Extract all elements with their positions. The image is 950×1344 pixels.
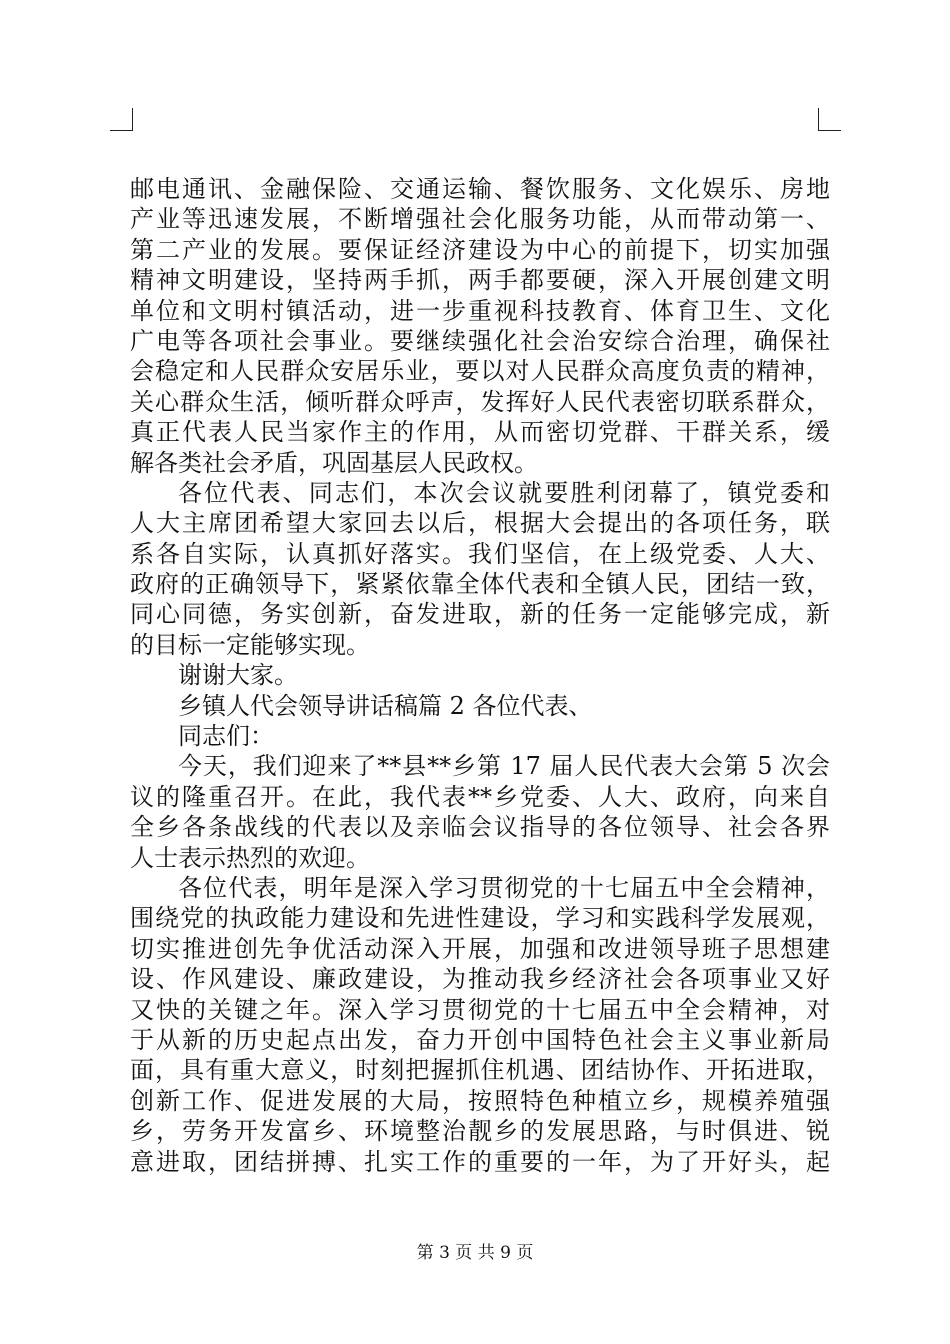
text-line: 真正代表人民当家作主的作用，从而密切党群、干群关系，缓 [130, 418, 830, 447]
text-line: 第二产业的发展。要保证经济建设为中心的前提下，切实加强 [130, 235, 830, 264]
page-footer: 第 3 页 共 9 页 [416, 1243, 534, 1263]
text-line: 系各自实际，认真抓好落实。我们坚信，在上级党委、人大、 [130, 539, 830, 568]
text-line: 全乡各条战线的代表以及亲临会议指导的各位领导、社会各界 [130, 813, 830, 842]
text-line: 今天，我们迎来了**县**乡第 17 届人民代表大会第 5 次会 [178, 752, 830, 781]
text-line: 围绕党的执政能力建设和先进性建设，学习和实践科学发展观， [130, 904, 830, 933]
text-line: 又快的关键之年。深入学习贯彻党的十七届五中全会精神，对 [130, 995, 830, 1024]
text-line: 议的隆重召开。在此，我代表**乡党委、人大、政府，向来自 [130, 782, 830, 811]
body-text [130, 174, 830, 1177]
crop-mark-top-right [818, 108, 841, 131]
text-line: 单位和文明村镇活动，进一步重视科技教育、体育卫生、文化 [130, 296, 830, 325]
text-line: 乡，劳务开发富乡、环境整治靓乡的发展思路，与时俱进、锐 [130, 1117, 830, 1146]
text-line: 会稳定和人民群众安居乐业，要以对人民群众高度负责的精神， [130, 357, 830, 386]
text-line: 创新工作、促进发展的大局，按照特色种植立乡，规模养殖强 [130, 1086, 830, 1115]
text-line: 意进取，团结拼搏、扎实工作的重要的一年，为了开好头，起 [130, 1147, 830, 1176]
text-line: 精神文明建设，坚持两手抓，两手都要硬，深入开展创建文明 [130, 266, 830, 295]
text-line: 各位代表、同志们，本次会议就要胜利闭幕了，镇党委和 [178, 478, 830, 507]
text-line: 政府的正确领导下，紧紧依靠全体代表和全镇人民，团结一致， [130, 570, 830, 599]
text-line: 设、作风建设、廉政建设，为推动我乡经济社会各项事业又好 [130, 965, 830, 994]
text-line: 关心群众生活，倾听群众呼声，发挥好人民代表密切联系群众， [130, 387, 830, 416]
text-line: 人士表示热烈的欢迎。 [130, 843, 370, 872]
text-line: 的目标一定能够实现。 [130, 630, 370, 659]
text-line: 乡镇人代会领导讲话稿篇 2 各位代表、 [178, 691, 593, 720]
text-line: 切实推进创先争优活动深入开展，加强和改进领导班子思想建 [130, 934, 830, 963]
text-line: 广电等各项社会事业。要继续强化社会治安综合治理，确保社 [130, 326, 830, 355]
text-line: 产业等迅速发展，不断增强社会化服务功能，从而带动第一、 [130, 205, 830, 234]
text-line: 同志们： [178, 722, 274, 751]
text-line: 谢谢大家。 [178, 661, 298, 690]
text-line: 同心同德，务实创新，奋发进取，新的任务一定能够完成，新 [130, 600, 830, 629]
text-line: 面，具有重大意义，时刻把握抓住机遇、团结协作、开拓进取， [130, 1056, 830, 1085]
text-line: 解各类社会矛盾，巩固基层人民政权。 [130, 448, 538, 477]
text-line: 邮电通讯、金融保险、交通运输、餐饮服务、文化娱乐、房地 [130, 175, 830, 203]
text-line: 人大主席团希望大家回去以后，根据大会提出的各项任务，联 [130, 509, 830, 538]
text-line: 各位代表，明年是深入学习贯彻党的十七届五中全会精神， [178, 873, 830, 902]
text-line: 于从新的历史起点出发，奋力开创中国特色社会主义事业新局 [130, 1025, 830, 1054]
crop-mark-top-left [110, 108, 133, 131]
